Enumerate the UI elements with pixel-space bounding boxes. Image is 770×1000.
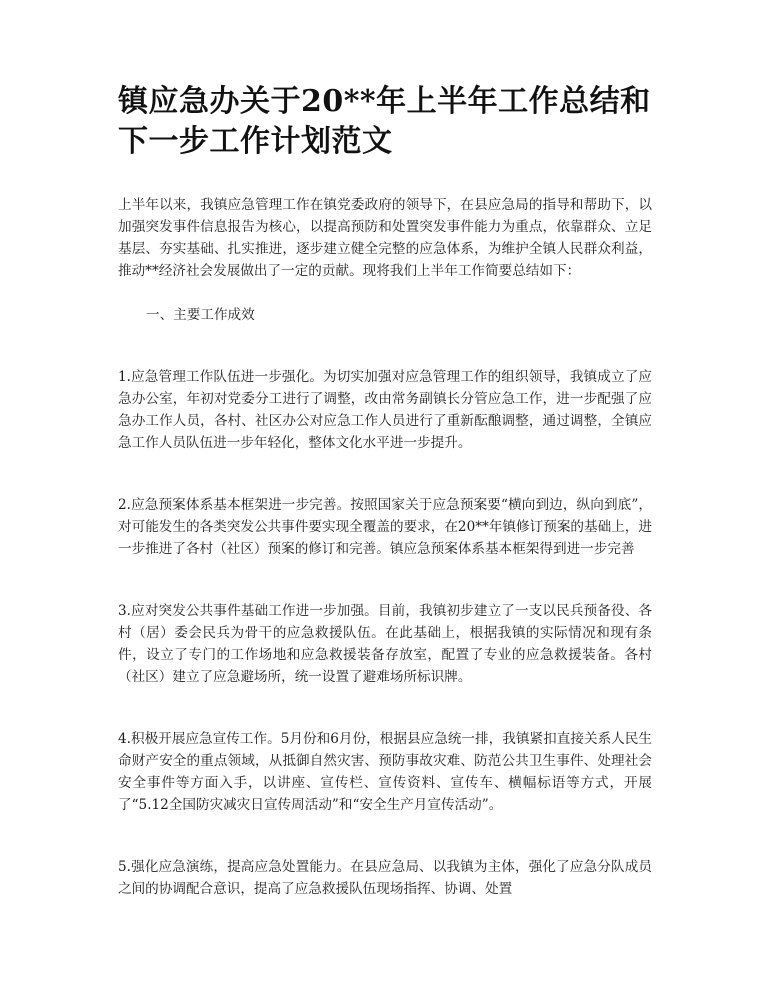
document-page xyxy=(118,82,652,900)
item-paragraph-2: 2.应急预案体系基本框架进一步完善。按照国家关于应急预案要“横向到边，纵向到底”，对可能发生的各类突发公共事件要实现全覆盖的要求，在20**年镇修订预案的基础上，进一步推进了各村（社区）预案的修订和完善。镇应急预案体系基本框架得到进一步完善 xyxy=(118,497,652,557)
document-title: 镇应急办关于20**年上半年工作总结和下一步工作计划范文 xyxy=(118,84,651,159)
item-paragraph-5: 5.强化应急演练，提高应急处置能力。在县应急局、以我镇为主体，强化了应急分队成员之间的协调配合意识，提高了应急救援队伍现场指挥、协调、处置 xyxy=(118,859,652,897)
intro-paragraph: 上半年以来，我镇应急管理工作在镇党委政府的领导下，在县应急局的指导和帮助下，以加强突发事件信息报告为核心，以提高预防和处置突发事件能力为重点，依靠群众、立足基层、夯实基础、扎实推进，逐步建立健全完整的应急体系，为维护全镇人民群众利益，推动**经济社会发展做出了一定的贡献。现将我们上半年工作简要总结如下： xyxy=(118,197,652,279)
item-paragraph-1: 1.应急管理工作队伍进一步强化。为切实加强对应急管理工作的组织领导，我镇成立了应急办公室，年初对党委分工进行了调整，改由常务副镇长分管应急工作，进一步配强了应急办工作人员，各村、社区办公对应急工作人员进行了重新酝酿调整，通过调整，全镇应急工作人员队伍进一步年轻化，整体文化水平进一步提升。 xyxy=(118,369,652,451)
section-heading: 一、主要工作成效 xyxy=(146,307,255,323)
item-paragraph-3: 3.应对突发公共事件基础工作进一步加强。目前，我镇初步建立了一支以民兵预备役、各村（居）委会民兵为骨干的应急救援队伍。在此基础上，根据我镇的实际情况和现有条件，设立了专门的工作场地和应急救援装备存放室，配置了专业的应急救援装备。各村（社区）建立了应急避场所，统一设置了避难场所标识牌。 xyxy=(118,603,652,685)
item-paragraph-4: 4.积极开展应急宣传工作。5月份和6月份，根据县应急统一排，我镇紧扣直接关系人民生命财产安全的重点领域，从抵御自然灾害、预防事故灾难、防范公共卫生事件、处理社会安全事件等方面入手，以讲座、宣传栏、宣传资料、宣传车、横幅标语等方式，开展了“5.12全国防灾减灾日宣传周活动”和“安全生产月宣传活动”。 xyxy=(118,731,652,813)
